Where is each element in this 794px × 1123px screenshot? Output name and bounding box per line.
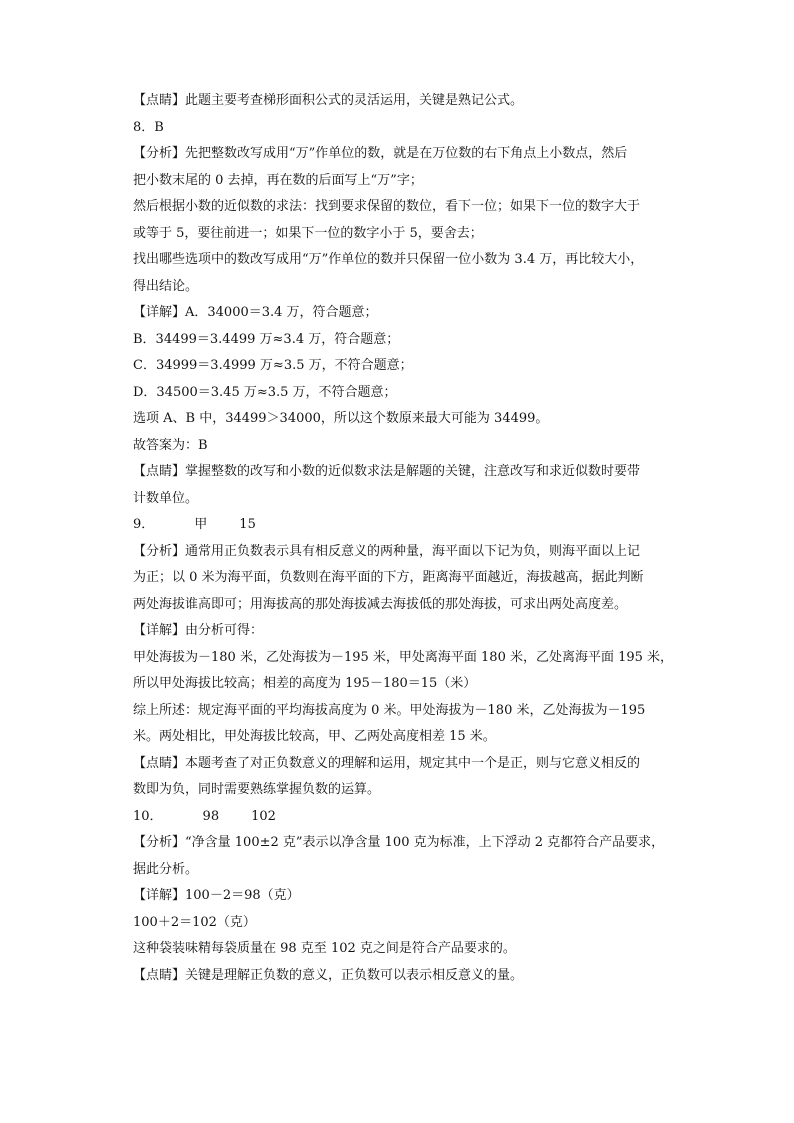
answer-blank-1: 甲 [194, 517, 208, 532]
text-line: 找出哪些选项中的数改写成用“万”作单位的数并只保留一位小数为 3.4 万，再比较大小， [133, 252, 644, 267]
text-line: 【点睛】关键是理解正负数的意义，正负数可以表示相反意义的量。 [133, 967, 524, 983]
text-line: 计数单位。 [133, 490, 199, 506]
text-line: 【点睛】此题主要考查梯形面积公式的灵活运用，关键是熟记公式。 [133, 93, 524, 108]
text-line: 把小数末尾的 0 去掉，再在数的后面写上“万”字； [133, 172, 423, 188]
text-line: 【分析】通常用正负数表示具有相反意义的两种量，海平面以下记为负，则海平面以上记 [133, 543, 641, 559]
text-line: D．34500＝3.45 万≈3.5 万，不符合题意； [133, 384, 397, 400]
text-line: 【分析】“净含量 100±2 克”表示以净含量 100 克为标准，上下浮动 2 克都符合产品要求， [133, 835, 665, 850]
text-line: 【详解】由分析可得： [133, 623, 264, 638]
text-line: 米。两处相比，甲处海拔比较高，甲、乙两处高度相差 15 米。 [133, 729, 496, 744]
text-line: 甲处海拔为－180 米，乙处海拔为－195 米，甲处离海平面 180 米，乙处离海平面 195 米， [133, 649, 674, 665]
question-10-answer [133, 804, 681, 831]
question-number: 9． [133, 517, 155, 532]
text-line: 所以甲处海拔比较高；相差的高度为 195－180＝15（米） [133, 676, 477, 691]
text-line: B．34499＝3.4499 万≈3.4 万，符合题意； [133, 331, 400, 347]
text-line: 为正；以 0 米为海平面，负数则在海平面的下方，距离海平面越近，海拔越高，据此判断 [133, 570, 644, 585]
text-line: 【点睛】本题考查了对正负数意义的理解和运用，规定其中一个是正，则与它意义相反的 [133, 755, 641, 771]
text-line: 这种袋装味精每袋质量在 98 克至 102 克之间是符合产品要求的。 [133, 941, 516, 956]
answer-blank-2: 15 [239, 517, 256, 532]
text-line: 综上所述：规定海平面的平均海拔高度为 0 米。甲处海拔为－180 米，乙处海拔为－195 [133, 702, 646, 718]
answer-blank-2: 102 [251, 808, 276, 824]
text-line: 然后根据小数的近似数的求法：找到要求保留的数位，看下一位；如果下一位的数字大于 [133, 199, 641, 214]
text-line: 100＋2＝102（克） [133, 914, 256, 930]
text-line: 两处海拔谁高即可；用海拔高的那处海拔减去海拔低的那处海拔，可求出两处高度差。 [133, 596, 628, 612]
answer-text [133, 88, 681, 989]
text-line: 【详解】A．34000＝3.4 万，符合题意； [133, 305, 378, 320]
question-8-answer: 8．B [133, 119, 164, 135]
text-line: C．34999＝3.4999 万≈3.5 万，不符合题意； [133, 358, 413, 373]
text-line: 得出结论。 [133, 278, 199, 294]
text-line: 【分析】先把整数改写成用“万”作单位的数，就是在万位数的右下角点上小数点，然后 [133, 146, 628, 161]
text-line: 据此分析。 [133, 861, 199, 877]
text-line: 数即为负，同时需要熟练掌握负数的运算。 [133, 782, 381, 797]
question-number: 10． [133, 808, 163, 824]
text-line: 【详解】100－2＝98（克） [133, 888, 300, 903]
text-line: 选项 A、B 中，34499＞34000，所以这个数原来最大可能为 34499。 [133, 411, 549, 426]
text-line: 故答案为：B [133, 437, 208, 453]
question-9-answer [133, 512, 681, 539]
text-line: 或等于 5，要往前进一；如果下一位的数字小于 5，要舍去； [133, 225, 483, 241]
text-line: 【点睛】掌握整数的改写和小数的近似数求法是解题的关键，注意改写和求近似数时要带 [133, 464, 641, 479]
answer-blank-1: 98 [202, 808, 220, 824]
